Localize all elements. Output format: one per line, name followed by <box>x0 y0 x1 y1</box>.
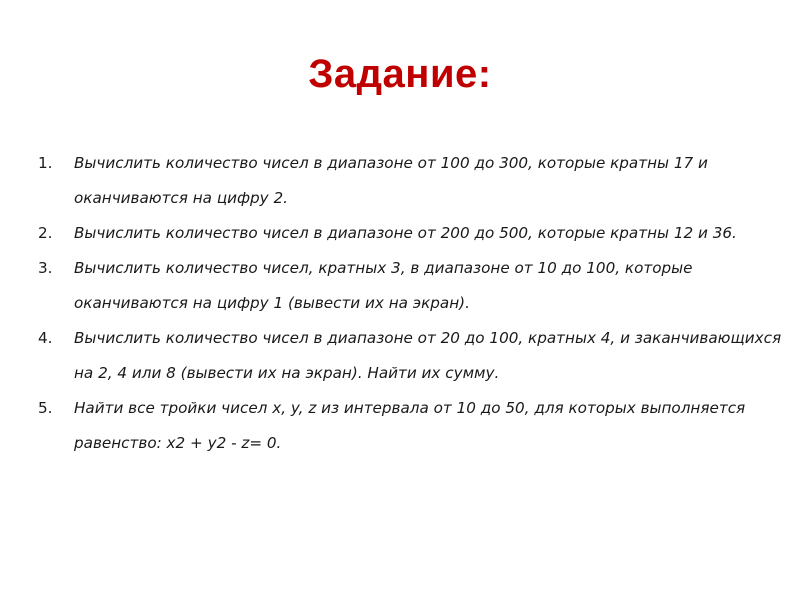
task-list <box>38 146 783 461</box>
task-number: 5. <box>38 399 53 417</box>
task-text: Найти все тройки чисел x, y, z из интервала от 10 до 50, для которых выполняется равенство: x2 + y2 - z= 0. <box>74 399 746 452</box>
task-item <box>38 146 783 216</box>
task-number: 3. <box>38 259 53 277</box>
task-item <box>38 321 783 391</box>
task-number: 4. <box>38 329 53 347</box>
task-item <box>38 391 783 461</box>
task-number: 1. <box>38 154 53 172</box>
task-text: Вычислить количество чисел в диапазоне от 200 до 500, которые кратны 12 и 36. <box>74 224 737 242</box>
task-item <box>38 216 783 251</box>
task-text: Вычислить количество чисел, кратных 3, в диапазоне от 10 до 100, которые оканчиваются на цифру 1 (вывести их на экран). <box>74 259 693 312</box>
task-number: 2. <box>38 224 53 242</box>
slide-title: Задание: <box>308 52 492 96</box>
task-item <box>38 251 783 321</box>
task-text: Вычислить количество чисел в диапазоне от 20 до 100, кратных 4, и заканчивающихся на 2, 4 или 8 (вывести их на экран). Найти их сумму. <box>74 329 782 382</box>
task-text: Вычислить количество чисел в диапазоне от 100 до 300, которые кратны 17 и оканчиваются на цифру 2. <box>74 154 708 207</box>
